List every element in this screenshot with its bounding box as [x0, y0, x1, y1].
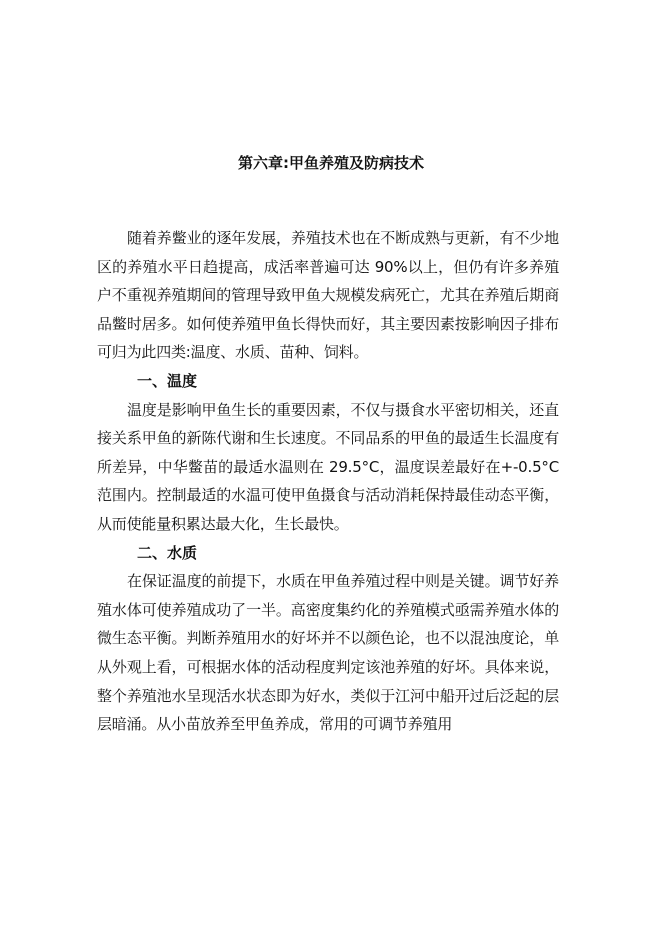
section-heading-water-quality: 二、水质 — [137, 543, 198, 562]
chapter-title: 第六章:甲鱼养殖及防病技术 — [238, 154, 424, 172]
document-body — [97, 224, 559, 739]
section-body-water-quality: 在保证温度的前提下，水质在甲鱼养殖过程中则是关键。调节好养殖水体可使养殖成功了一半。高密度集约化的养殖模式亟需养殖水体的微生态平衡。判断养殖用水的好坏并不以颜色论，也不以混浊度论，单从外观上看，可根据水体的活动程度判定该池养殖的好坏。具体来说，整个养殖池水呈现活水状态即为好水，类似于江河中船开过后泛起的层层暗涌。从小苗放养至甲鱼养成，常用的可调节养殖用 — [97, 572, 559, 734]
section-heading-temperature: 一、温度 — [137, 371, 198, 390]
section-body-temperature: 温度是影响甲鱼生长的重要因素，不仅与摄食水平密切相关，还直接关系甲鱼的新陈代谢和生长速度。不同品系的甲鱼的最适生长温度有所差异，中华鳖苗的最适水温则在 29.5°C，温度误差最好在+-0.5°C范围内。控制最适的水温可使甲鱼摄食与活动消耗保持最佳动态平衡，从而使能量积累达最大化，生长最快。 — [97, 400, 559, 533]
intro-paragraph: 随着养鳖业的逐年发展，养殖技术也在不断成熟与更新，有不少地区的养殖水平日趋提高，成活率普遍可达 90%以上，但仍有许多养殖户不重视养殖期间的管理导致甲鱼大规模发病死亡，尤其在养殖后期商品鳖时居多。如何使养殖甲鱼长得快而好，其主要因素按影响因子排布可归为此四类:温度、水质、苗种、饲料。 — [97, 229, 559, 362]
